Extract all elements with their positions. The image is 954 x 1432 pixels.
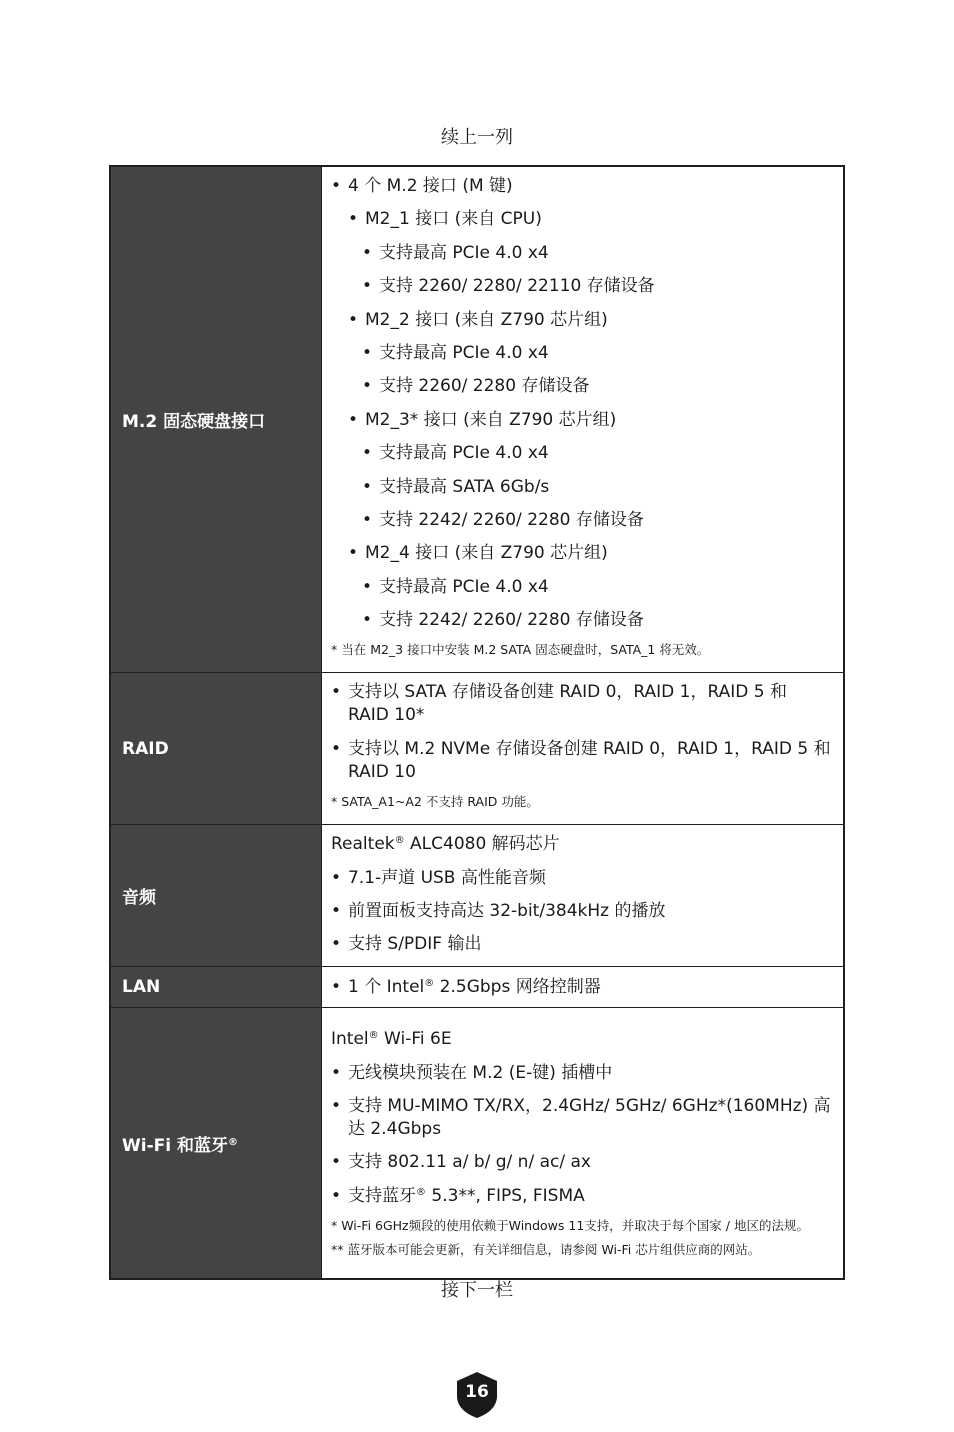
chip-description: ALC4080 解码芯片	[404, 834, 560, 855]
row-content-audio	[322, 825, 845, 967]
continued-to-label: 接下一栏	[441, 1280, 513, 1301]
row-label-audio: 音频	[110, 825, 322, 967]
audio-chip	[331, 833, 833, 856]
list-item: • 支持 2260/ 2280 存储设备	[331, 375, 833, 398]
continued-from-label: 续上一列	[441, 127, 513, 148]
bt-text-b: 5.3**, FIPS, FISMA	[426, 1185, 585, 1206]
row-content-raid	[322, 673, 845, 825]
table-row-m2	[110, 166, 844, 673]
row-content-wifi	[322, 1008, 845, 1279]
list-item: • M2_2 接口 (来自 Z790 芯片组)	[331, 309, 833, 332]
registered-mark: ®	[424, 977, 435, 989]
footnote: ** 蓝牙版本可能会更新，有关详细信息，请参阅 Wi-Fi 芯片组供应商的网站。	[331, 1242, 761, 1258]
list-item: • 前置面板支持高达 32-bit/384kHz 的播放	[331, 900, 833, 923]
list-item: • 支持 MU-MIMO TX/RX，2.4GHz/ 5GHz/ 6GHz*(160MHz) 高达 2.4Gbps	[331, 1095, 833, 1141]
brand-name: Realtek	[331, 834, 395, 855]
registered-mark: ®	[228, 1136, 238, 1148]
list-item	[331, 976, 833, 999]
bt-text-a: 支持蓝牙	[348, 1185, 416, 1206]
list-item: • 无线模块预装在 M.2 (E-键) 插槽中	[331, 1062, 833, 1085]
lan-text-b: 2.5Gbps 网络控制器	[434, 976, 601, 997]
list-item: • M2_4 接口 (来自 Z790 芯片组)	[331, 542, 833, 565]
wifi-label-text: Wi-Fi 和蓝牙	[122, 1135, 228, 1156]
list-item	[331, 1185, 833, 1208]
page-number: 16	[465, 1382, 489, 1402]
table-row-raid	[110, 673, 844, 825]
wifi-chip	[331, 1028, 833, 1051]
footnote: * 当在 M2_3 接口中安装 M.2 SATA 固态硬盘时，SATA_1 将无效。	[331, 642, 710, 658]
list-item: • 支持 2260/ 2280/ 22110 存储设备	[331, 275, 833, 298]
list-item: • 支持最高 SATA 6Gb/s	[331, 476, 833, 499]
list-item: • M2_3* 接口 (来自 Z790 芯片组)	[331, 409, 833, 432]
list-item: • M2_1 接口 (来自 CPU)	[331, 208, 833, 231]
list-item: • 支持最高 PCIe 4.0 x4	[331, 576, 833, 599]
registered-mark: ®	[416, 1186, 426, 1198]
row-label-lan: LAN	[110, 967, 322, 1008]
list-item: • 支持 2242/ 2260/ 2280 存储设备	[331, 509, 833, 532]
list-item: • 支持 S/PDIF 输出	[331, 933, 833, 956]
list-item: • 支持最高 PCIe 4.0 x4	[331, 342, 833, 365]
list-item: • 7.1-声道 USB 高性能音频	[331, 867, 833, 890]
list-item: • 支持最高 PCIe 4.0 x4	[331, 242, 833, 265]
row-content-lan	[322, 967, 845, 1008]
registered-mark: ®	[394, 835, 405, 847]
list-item: • 4 个 M.2 接口 (M 键)	[331, 175, 833, 198]
chip-description: Wi-Fi 6E	[378, 1029, 452, 1050]
spec-table	[109, 165, 845, 1280]
brand-name: Intel	[331, 1029, 369, 1050]
list-item: • 支持以 SATA 存储设备创建 RAID 0，RAID 1，RAID 5 和 RAID 10*	[331, 681, 833, 727]
footnote: * SATA_A1~A2 不支持 RAID 功能。	[331, 794, 539, 810]
row-label-wifi	[110, 1008, 322, 1279]
table-row-audio	[110, 825, 844, 967]
row-label-raid: RAID	[110, 673, 322, 825]
registered-mark: ®	[368, 1030, 379, 1042]
lan-text-a: 1 个 Intel	[348, 976, 425, 997]
footnote: * Wi-Fi 6GHz频段的使用依赖于Windows 11支持，并取决于每个国家 / 地区的法规。	[331, 1218, 809, 1234]
list-item: • 支持 802.11 a/ b/ g/ n/ ac/ ax	[331, 1151, 833, 1174]
table-row-wifi	[110, 1008, 844, 1279]
list-item: • 支持以 M.2 NVMe 存储设备创建 RAID 0，RAID 1，RAID 5 和 RAID 10	[331, 738, 833, 784]
list-item: • 支持最高 PCIe 4.0 x4	[331, 442, 833, 465]
row-content-m2	[322, 166, 845, 673]
row-label-m2: M.2 固态硬盘接口	[110, 166, 322, 673]
list-item: • 支持 2242/ 2260/ 2280 存储设备	[331, 609, 833, 632]
table-row-lan	[110, 967, 844, 1008]
